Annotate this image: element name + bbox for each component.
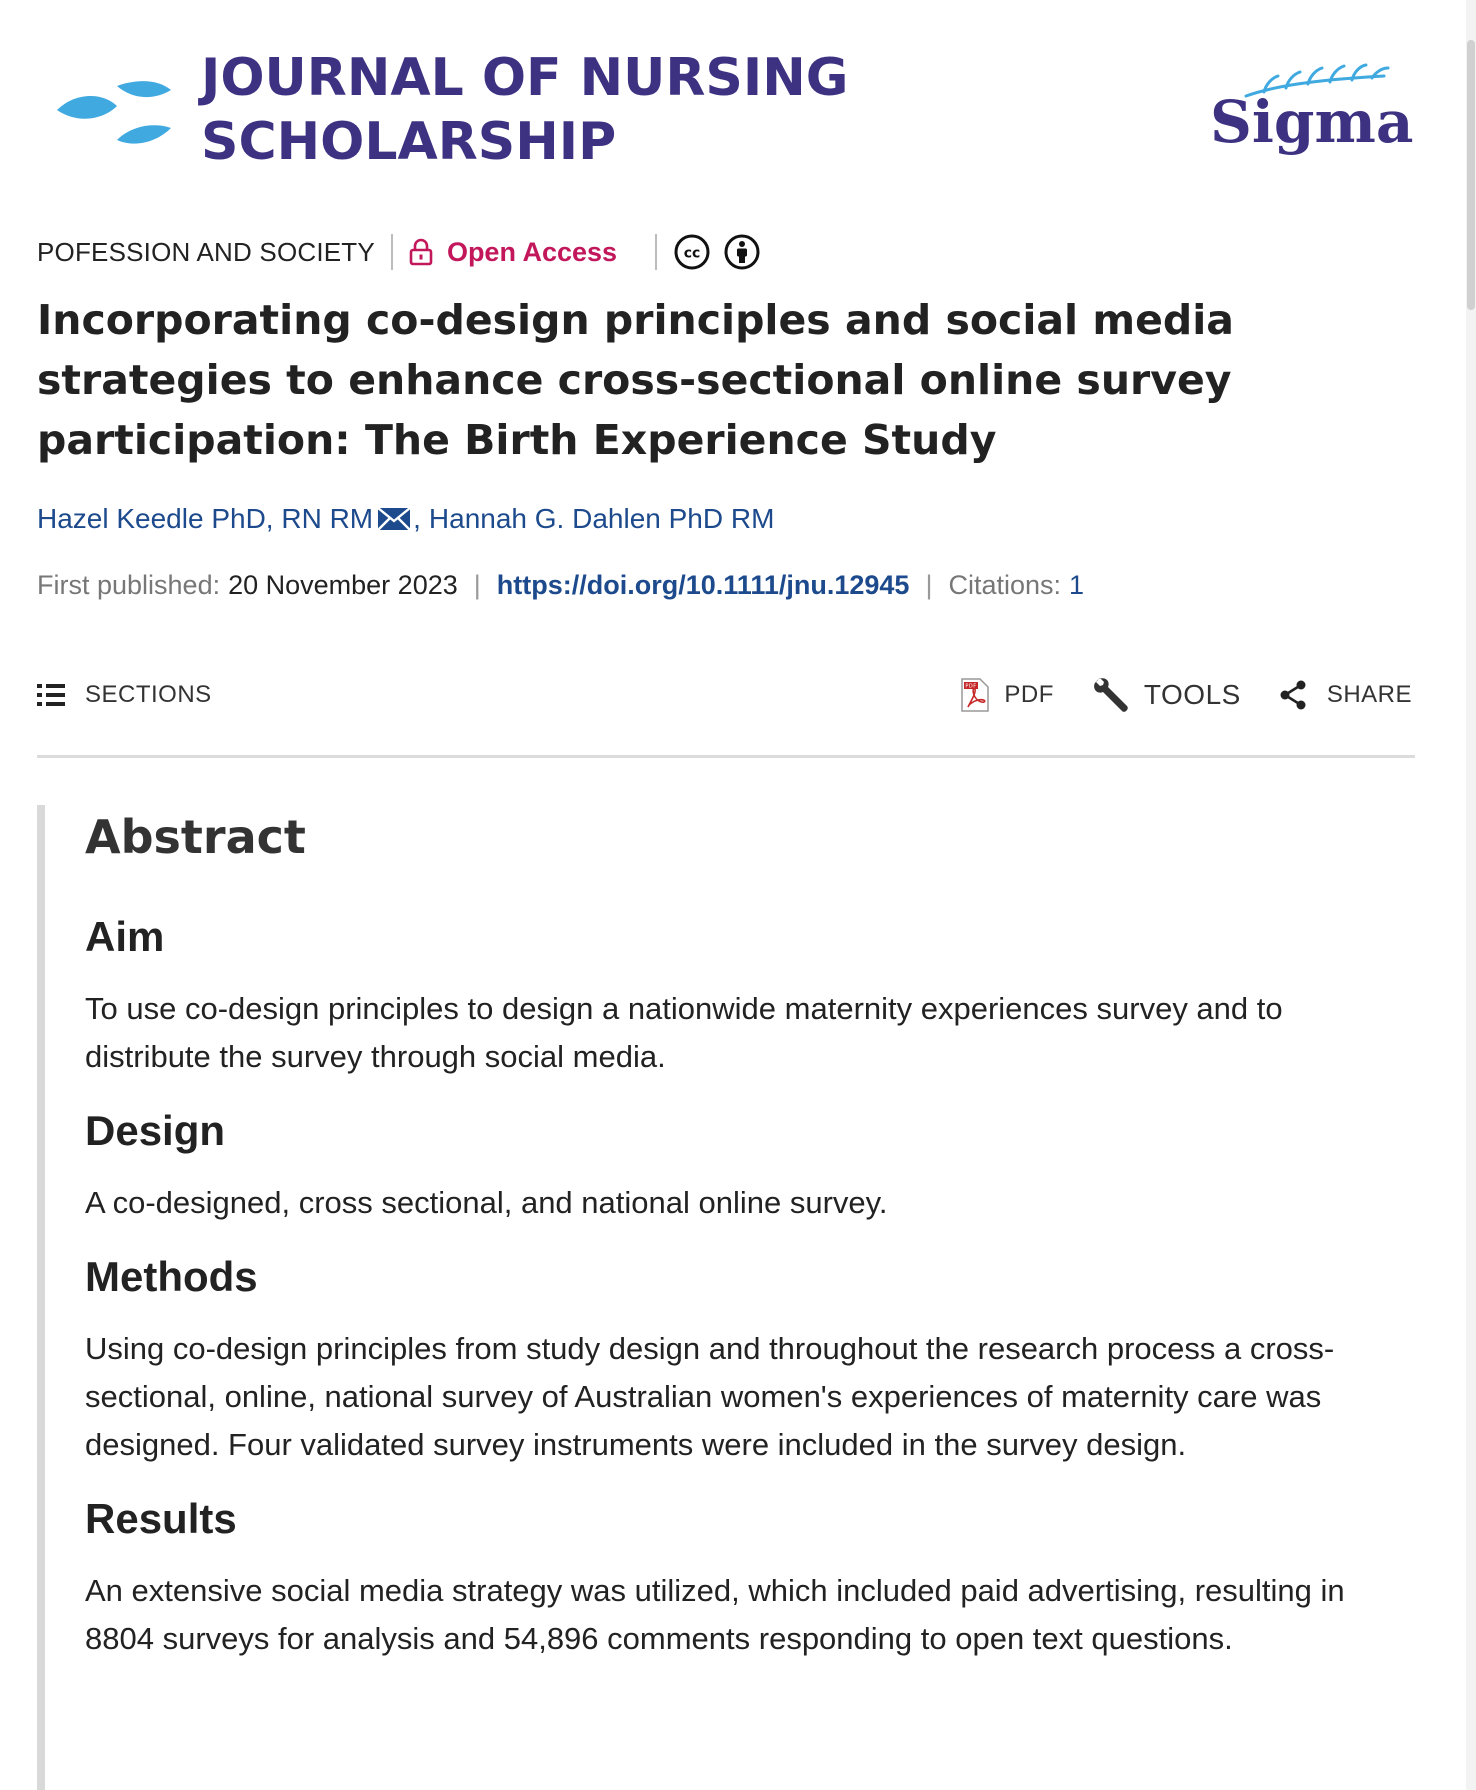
wrench-icon bbox=[1092, 676, 1130, 714]
abstract-heading: Abstract bbox=[85, 810, 306, 864]
journal-name-line2: SCHOLARSHIP bbox=[201, 112, 617, 172]
page-scrollbar[interactable] bbox=[1466, 0, 1476, 1790]
journal-header bbox=[0, 0, 1476, 200]
abstract-section bbox=[37, 805, 1415, 1790]
svg-text:PDF: PDF bbox=[965, 683, 978, 690]
pdf-icon bbox=[960, 677, 990, 713]
aim-text: To use co-design principles to design a nationwide maternity experiences survey and to distribute the survey through social media. bbox=[85, 991, 1283, 1074]
svg-text:cc: cc bbox=[683, 245, 701, 262]
sections-label: SECTIONS bbox=[85, 681, 212, 708]
methods-text: Using co-design principles from study design and throughout the research process a cross-sectional, online, national survey of Australian women's experiences of maternity care was designed. Four validated survey instruments were included in the survey design. bbox=[85, 1331, 1335, 1462]
journal-name bbox=[201, 46, 848, 174]
citations-label: Citations: bbox=[948, 570, 1062, 600]
publication-info bbox=[37, 570, 1084, 601]
meta-divider bbox=[655, 234, 657, 270]
article-meta-row bbox=[37, 232, 773, 272]
pdf-button[interactable] bbox=[960, 677, 1054, 713]
journal-logo[interactable] bbox=[55, 46, 848, 174]
share-icon bbox=[1279, 680, 1307, 710]
license-icons[interactable] bbox=[673, 233, 773, 271]
section-type: POFESSION AND SOCIETY bbox=[37, 236, 375, 267]
toolbar-actions bbox=[960, 670, 1412, 720]
author-list bbox=[37, 503, 774, 535]
sections-button[interactable] bbox=[37, 670, 212, 720]
journal-name-line1: JOURNAL OF NURSING bbox=[201, 48, 849, 108]
tools-label: TOOLS bbox=[1143, 679, 1241, 710]
methods-heading: Methods bbox=[85, 1253, 258, 1300]
by-icon[interactable] bbox=[723, 233, 761, 271]
pub-separator: | bbox=[925, 570, 933, 600]
lock-icon bbox=[409, 238, 433, 266]
results-heading: Results bbox=[85, 1495, 237, 1542]
doi-link[interactable]: https://doi.org/10.1111/jnu.12945 bbox=[496, 570, 910, 600]
results-text: An extensive social media strategy was utilized, which included paid advertising, resulting in 8804 surveys for analysis and 54,896 comments responding to open text questions. bbox=[85, 1573, 1345, 1656]
sigma-logo[interactable] bbox=[1210, 62, 1414, 162]
pdf-label: PDF bbox=[1004, 681, 1054, 708]
citations-count-link[interactable]: 1 bbox=[1069, 570, 1085, 600]
tools-button[interactable] bbox=[1092, 676, 1241, 714]
meta-divider bbox=[391, 234, 393, 270]
article-title: Incorporating co-design principles and social media strategies to enhance cross-sectional online survey participation: The Birth Experience Study bbox=[37, 296, 1234, 464]
cc-icon[interactable] bbox=[673, 233, 711, 271]
sigma-wordmark: Sigma bbox=[1210, 88, 1414, 156]
list-icon bbox=[37, 683, 65, 707]
open-access-label: Open Access bbox=[446, 236, 618, 267]
toolbar-divider bbox=[37, 755, 1415, 758]
design-heading: Design bbox=[85, 1107, 226, 1154]
journal-leaf-logo-icon bbox=[55, 60, 175, 160]
article-toolbar bbox=[37, 670, 1412, 720]
share-button[interactable] bbox=[1279, 680, 1412, 710]
share-label: SHARE bbox=[1326, 681, 1412, 708]
pub-separator: | bbox=[473, 570, 481, 600]
open-access-badge bbox=[409, 237, 617, 268]
author-separator: , bbox=[413, 503, 421, 534]
design-text: A co-designed, cross sectional, and national online survey. bbox=[85, 1185, 888, 1220]
mail-icon[interactable] bbox=[377, 506, 411, 532]
aim-heading: Aim bbox=[85, 913, 165, 960]
author-name-link[interactable]: Hannah G. Dahlen PhD RM bbox=[428, 503, 775, 534]
first-published-label: First published: bbox=[37, 570, 221, 600]
first-published-date: 20 November 2023 bbox=[228, 570, 458, 600]
author-name-link[interactable]: Hazel Keedle PhD, RN RM bbox=[37, 503, 374, 534]
